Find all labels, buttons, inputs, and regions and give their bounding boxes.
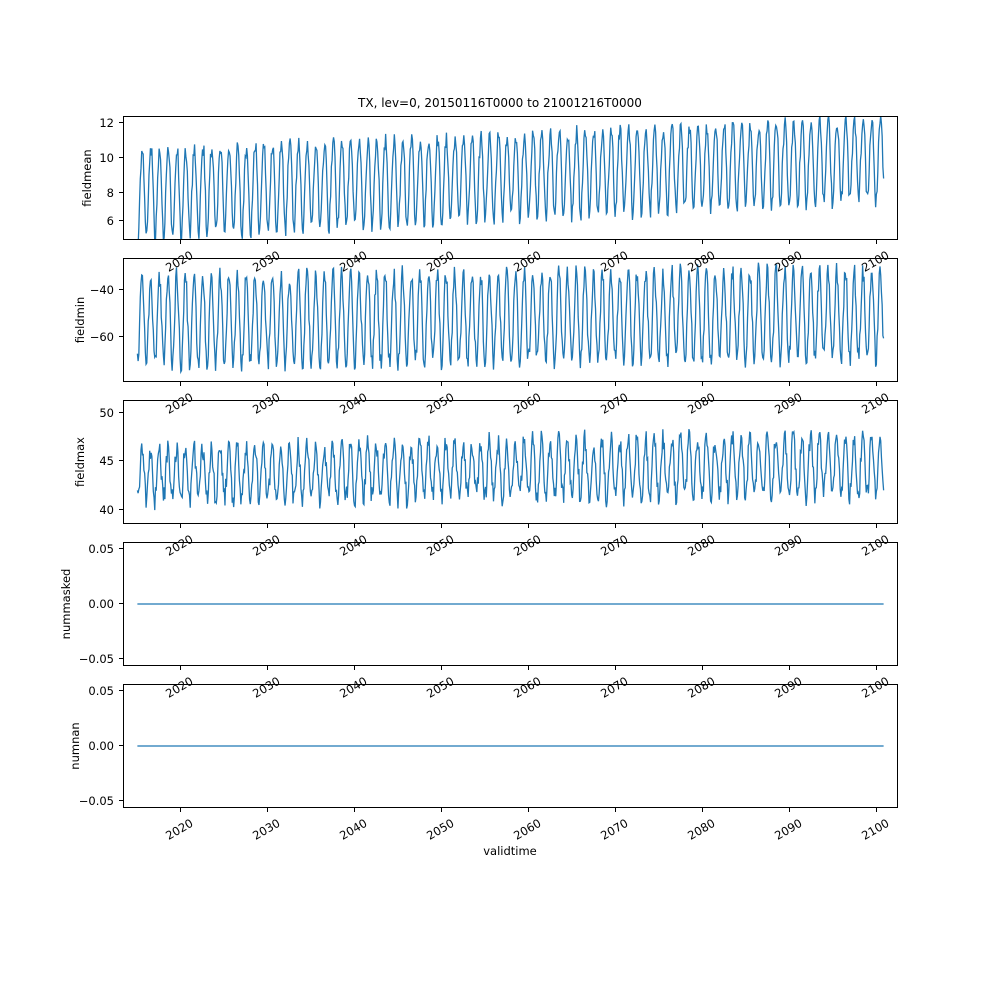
xtickmark [528, 524, 529, 528]
chart-title: TX, lev=0, 20150116T0000 to 21001216T0000 [358, 96, 642, 110]
xtickmark [441, 666, 442, 670]
ytick-fieldmax-2: 50 [99, 406, 114, 420]
xtickmark [789, 382, 790, 386]
xtickmark [441, 808, 442, 812]
xtickmark [441, 382, 442, 386]
xtickmark [354, 666, 355, 670]
xtickmark [267, 240, 268, 244]
xtick-label: 2040 [336, 389, 370, 417]
xtickmark [441, 524, 442, 528]
ylabel-fieldmin: fieldmin [73, 296, 87, 344]
ytickmark-nummasked-2 [119, 548, 123, 549]
xtick-label: 2090 [772, 247, 805, 275]
ytick-fieldmean-0: 6 [106, 214, 114, 228]
xtickmark [441, 240, 442, 244]
xtickmark [876, 808, 877, 812]
xtickmark [615, 524, 616, 528]
xtickmark [615, 666, 616, 670]
ytickmark-fieldmax-0 [119, 509, 123, 510]
xtickmark [528, 382, 529, 386]
ytick-nummasked-2: 0.05 [88, 542, 114, 556]
xtick-label: 2030 [249, 815, 283, 843]
xtickmark [180, 240, 181, 244]
xtickmark [876, 524, 877, 528]
xtickmark [267, 666, 268, 670]
ytick-fieldmax-1: 45 [99, 454, 114, 468]
ytickmark-numnan-0 [119, 800, 123, 801]
xlabel-validtime: validtime [483, 844, 537, 858]
ytick-nummasked-0: −0.05 [78, 652, 114, 666]
xtick-label: 2100 [859, 815, 892, 843]
ylabel-nummasked: nummasked [59, 568, 73, 640]
ytickmark-fieldmin-0 [119, 336, 123, 337]
xtick-label: 2060 [511, 673, 544, 701]
xtickmark [180, 808, 181, 812]
xtickmark [702, 240, 703, 244]
ytick-numnan-2: 0.05 [88, 684, 114, 698]
ytickmark-numnan-1 [119, 745, 123, 746]
ytick-fieldmean-3: 12 [99, 116, 114, 130]
xtick-label: 2090 [772, 815, 805, 843]
xtick-label: 2030 [249, 673, 283, 701]
xtickmark [789, 524, 790, 528]
xtick-label: 2050 [423, 531, 457, 559]
xtick-label: 2090 [772, 673, 805, 701]
ytick-fieldmax-0: 40 [99, 503, 114, 517]
xtickmark [528, 666, 529, 670]
xtickmark [267, 808, 268, 812]
xtick-label: 2070 [598, 389, 631, 417]
xtick-label: 2080 [685, 247, 718, 275]
xtick-label: 2090 [772, 389, 805, 417]
xtick-label: 2030 [249, 531, 283, 559]
xtick-label: 2070 [598, 531, 631, 559]
xtick-label: 2080 [685, 815, 718, 843]
xtick-label: 2020 [162, 531, 196, 559]
xtickmark [354, 808, 355, 812]
xtick-label: 2060 [511, 531, 544, 559]
xtickmark [789, 666, 790, 670]
xtick-label: 2100 [859, 673, 892, 701]
xtick-label: 2030 [249, 389, 283, 417]
ytickmark-fieldmean-0 [119, 220, 123, 221]
xtickmark [615, 240, 616, 244]
xtick-label: 2040 [336, 673, 370, 701]
ytick-numnan-1: 0.00 [88, 739, 114, 753]
xtick-label: 2080 [685, 673, 718, 701]
ytickmark-nummasked-0 [119, 658, 123, 659]
ytick-fieldmin-0: −60 [89, 330, 114, 344]
ylabel-numnan: numnan [68, 722, 82, 770]
xtick-label: 2050 [423, 389, 457, 417]
xtick-label: 2050 [423, 815, 457, 843]
xtick-label: 2070 [598, 815, 631, 843]
xtickmark [354, 240, 355, 244]
xtick-label: 2050 [423, 673, 457, 701]
subplot-fieldmean [123, 116, 898, 240]
xtick-label: 2030 [249, 247, 283, 275]
xtickmark [267, 382, 268, 386]
xtickmark [528, 808, 529, 812]
xtickmark [615, 808, 616, 812]
xtickmark [876, 666, 877, 670]
xtick-label: 2020 [162, 815, 196, 843]
xtickmark [180, 524, 181, 528]
xtick-label: 2060 [511, 247, 544, 275]
xtickmark [876, 240, 877, 244]
ytickmark-fieldmean-3 [119, 122, 123, 123]
xtick-label: 2080 [685, 389, 718, 417]
ylabel-fieldmean: fieldmean [80, 149, 94, 207]
xtickmark [702, 808, 703, 812]
xtickmark [615, 382, 616, 386]
xtick-label: 2020 [162, 673, 196, 701]
xtickmark [702, 524, 703, 528]
ytick-fieldmin-1: −40 [89, 283, 114, 297]
ytickmark-fieldmin-1 [119, 289, 123, 290]
xtickmark [180, 382, 181, 386]
ytick-fieldmean-2: 10 [99, 151, 114, 165]
xtick-label: 2100 [859, 531, 892, 559]
xtickmark [789, 240, 790, 244]
xtickmark [789, 808, 790, 812]
xtickmark [267, 524, 268, 528]
xtick-label: 2060 [511, 389, 544, 417]
xtick-label: 2100 [859, 247, 892, 275]
ytickmark-fieldmax-2 [119, 412, 123, 413]
xtick-label: 2080 [685, 531, 718, 559]
xtickmark [702, 666, 703, 670]
ytick-fieldmean-1: 8 [106, 186, 114, 200]
ytick-numnan-0: −0.05 [78, 794, 114, 808]
ytickmark-fieldmean-1 [119, 192, 123, 193]
ytickmark-nummasked-1 [119, 603, 123, 604]
ytickmark-fieldmean-2 [119, 157, 123, 158]
xtickmark [702, 382, 703, 386]
xtickmark [354, 382, 355, 386]
xtick-label: 2100 [859, 389, 892, 417]
fieldmean-plot-line [124, 117, 897, 239]
xtickmark [876, 382, 877, 386]
xtick-label: 2040 [336, 815, 370, 843]
xtickmark [180, 666, 181, 670]
ytickmark-numnan-2 [119, 690, 123, 691]
xtick-label: 2020 [162, 389, 196, 417]
xtick-label: 2060 [511, 815, 544, 843]
ytickmark-fieldmax-1 [119, 460, 123, 461]
xtick-label: 2090 [772, 531, 805, 559]
xtick-label: 2050 [423, 247, 457, 275]
xtick-label: 2040 [336, 247, 370, 275]
ytick-nummasked-1: 0.00 [88, 597, 114, 611]
xtick-label: 2020 [162, 247, 196, 275]
xtick-label: 2040 [336, 531, 370, 559]
ylabel-fieldmax: fieldmax [73, 437, 87, 487]
xtickmark [354, 524, 355, 528]
xtickmark [528, 240, 529, 244]
xtick-label: 2070 [598, 673, 631, 701]
xtick-label: 2070 [598, 247, 631, 275]
